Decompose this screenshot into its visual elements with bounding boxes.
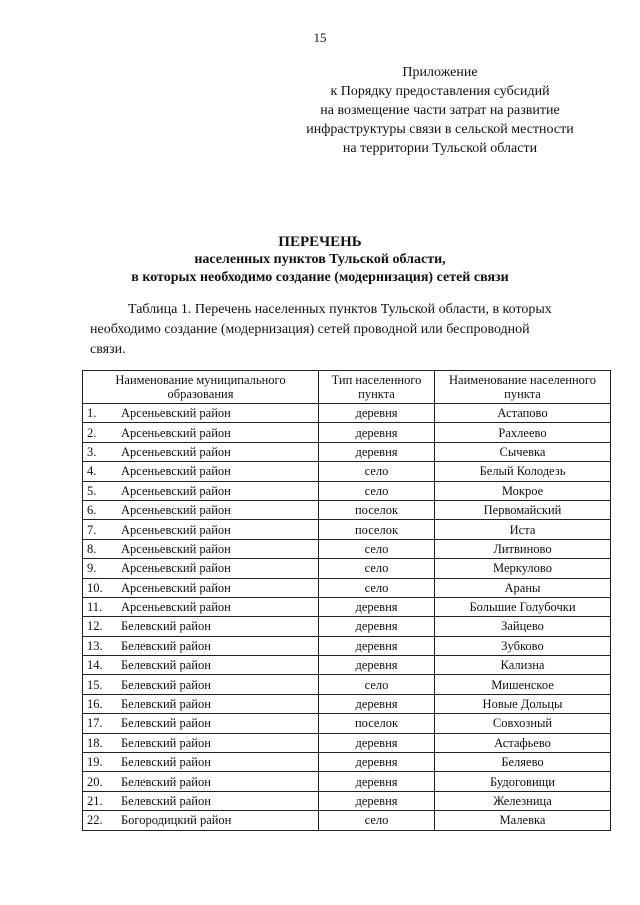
appendix-line: Приложение (402, 65, 478, 80)
cell-settlement: Беляево (435, 753, 611, 772)
municipality-name: Арсеньевский район (121, 600, 231, 615)
cell-municipality (83, 733, 319, 752)
table-row (83, 753, 611, 772)
settlements-table (82, 370, 611, 831)
cell-municipality (83, 500, 319, 519)
appendix-line: на территории Тульской области (342, 141, 538, 156)
cell-municipality (83, 694, 319, 713)
cell-municipality (83, 520, 319, 539)
row-number: 15. (87, 677, 103, 692)
cell-type: село (319, 811, 435, 830)
cell-settlement: Железница (435, 791, 611, 810)
municipality-name: Арсеньевский район (121, 522, 231, 537)
caption-line: связи. (90, 342, 126, 357)
cell-type: село (319, 481, 435, 500)
municipality-name: Белевский район (121, 697, 211, 712)
table-body (83, 404, 611, 831)
cell-type: деревня (319, 617, 435, 636)
row-number: 14. (87, 658, 103, 673)
municipality-name: Арсеньевский район (121, 561, 231, 576)
title-line: населенных пунктов Тульской области, (194, 252, 446, 267)
table-row (83, 481, 611, 500)
cell-settlement: Кализна (435, 656, 611, 675)
table-row (83, 811, 611, 830)
page-number: 15 (313, 30, 327, 45)
table-row (83, 636, 611, 655)
cell-settlement: Араны (435, 578, 611, 597)
row-number: 19. (87, 755, 103, 770)
appendix-line: на возмещение части затрат на развитие (320, 103, 560, 118)
municipality-name: Белевский район (121, 735, 211, 750)
row-number: 5. (87, 483, 97, 498)
row-number: 8. (87, 541, 97, 556)
cell-municipality (83, 423, 319, 442)
document-title (0, 233, 640, 287)
table-row (83, 694, 611, 713)
cell-type: деревня (319, 597, 435, 616)
cell-type: деревня (319, 753, 435, 772)
row-number: 12. (87, 619, 103, 634)
row-number: 2. (87, 425, 97, 440)
cell-type: поселок (319, 714, 435, 733)
cell-settlement: Первомайский (435, 500, 611, 519)
cell-settlement: Иста (435, 520, 611, 539)
cell-type: деревня (319, 423, 435, 442)
cell-municipality (83, 559, 319, 578)
row-number: 13. (87, 638, 103, 653)
row-number: 18. (87, 735, 103, 750)
cell-settlement: Белый Колодезь (435, 462, 611, 481)
cell-settlement: Астафьево (435, 733, 611, 752)
appendix-line: инфраструктуры связи в сельской местности (306, 122, 574, 137)
cell-settlement: Астапово (435, 404, 611, 423)
table-row (83, 597, 611, 616)
cell-settlement: Будоговищи (435, 772, 611, 791)
municipality-name: Арсеньевский район (121, 541, 231, 556)
header-type: Тип населенного пункта (319, 371, 435, 404)
cell-municipality (83, 462, 319, 481)
cell-municipality (83, 636, 319, 655)
municipality-name: Арсеньевский район (121, 580, 231, 595)
cell-type: деревня (319, 442, 435, 461)
row-number: 6. (87, 503, 97, 518)
table-row (83, 772, 611, 791)
cell-type: деревня (319, 694, 435, 713)
appendix-note (280, 63, 600, 158)
cell-municipality (83, 675, 319, 694)
cell-type: село (319, 675, 435, 694)
row-number: 9. (87, 561, 97, 576)
cell-settlement: Мокрое (435, 481, 611, 500)
table-row (83, 617, 611, 636)
cell-municipality (83, 656, 319, 675)
cell-municipality (83, 578, 319, 597)
cell-settlement: Зубково (435, 636, 611, 655)
cell-type: село (319, 462, 435, 481)
row-number: 17. (87, 716, 103, 731)
cell-municipality (83, 617, 319, 636)
row-number: 22. (87, 813, 103, 828)
cell-type: поселок (319, 520, 435, 539)
cell-type: деревня (319, 772, 435, 791)
cell-type: деревня (319, 656, 435, 675)
municipality-name: Белевский район (121, 658, 211, 673)
header-settlement: Наименование населенного пункта (435, 371, 611, 404)
caption-line: Таблица 1. Перечень населенных пунктов Тульской области, в которых (128, 302, 552, 317)
row-number: 16. (87, 697, 103, 712)
municipality-name: Арсеньевский район (121, 483, 231, 498)
municipality-name: Белевский район (121, 677, 211, 692)
cell-settlement: Новые Дольцы (435, 694, 611, 713)
table-row (83, 423, 611, 442)
cell-municipality (83, 539, 319, 558)
table-caption (90, 300, 594, 360)
municipality-name: Белевский район (121, 755, 211, 770)
cell-settlement: Меркулово (435, 559, 611, 578)
cell-type: деревня (319, 404, 435, 423)
row-number: 1. (87, 406, 97, 421)
municipality-name: Арсеньевский район (121, 406, 231, 421)
cell-municipality (83, 753, 319, 772)
municipality-name: Богородицкий район (121, 813, 232, 828)
municipality-name: Белевский район (121, 619, 211, 634)
table-row (83, 442, 611, 461)
cell-municipality (83, 404, 319, 423)
cell-settlement: Малевка (435, 811, 611, 830)
header-municipality: Наименование муниципального образования (83, 371, 319, 404)
table-row (83, 656, 611, 675)
row-number: 20. (87, 774, 103, 789)
cell-municipality (83, 597, 319, 616)
municipality-name: Арсеньевский район (121, 444, 231, 459)
cell-type: поселок (319, 500, 435, 519)
municipality-name: Белевский район (121, 716, 211, 731)
municipality-name: Арсеньевский район (121, 503, 231, 518)
table-row (83, 520, 611, 539)
row-number: 3. (87, 444, 97, 459)
cell-type: деревня (319, 636, 435, 655)
table-row (83, 714, 611, 733)
table-row (83, 539, 611, 558)
table-row (83, 733, 611, 752)
table-row (83, 559, 611, 578)
title-line: в которых необходимо создание (модернизация) сетей связи (131, 270, 509, 285)
municipality-name: Арсеньевский район (121, 464, 231, 479)
cell-type: село (319, 539, 435, 558)
table-row (83, 791, 611, 810)
cell-municipality (83, 481, 319, 500)
cell-type: деревня (319, 791, 435, 810)
cell-settlement: Совхозный (435, 714, 611, 733)
municipality-name: Белевский район (121, 794, 211, 808)
cell-settlement: Сычевка (435, 442, 611, 461)
row-number: 10. (87, 580, 103, 595)
table-row (83, 675, 611, 694)
table-row (83, 578, 611, 597)
caption-line: необходимо создание (модернизация) сетей проводной или беспроводной (90, 322, 530, 337)
cell-settlement: Литвиново (435, 539, 611, 558)
cell-type: село (319, 578, 435, 597)
cell-settlement: Рахлеево (435, 423, 611, 442)
table-row (83, 404, 611, 423)
cell-municipality (83, 772, 319, 791)
row-number: 21. (87, 794, 103, 808)
cell-type: деревня (319, 733, 435, 752)
municipality-name: Белевский район (121, 638, 211, 653)
cell-type: село (319, 559, 435, 578)
municipality-name: Арсеньевский район (121, 425, 231, 440)
row-number: 11. (87, 600, 103, 615)
title-main: ПЕРЕЧЕНЬ (278, 234, 362, 250)
row-number: 4. (87, 464, 97, 479)
cell-settlement: Зайцево (435, 617, 611, 636)
cell-municipality (83, 811, 319, 830)
table-header-row (83, 371, 611, 404)
table-row (83, 462, 611, 481)
cell-settlement: Большие Голубочки (435, 597, 611, 616)
table-row (83, 500, 611, 519)
row-number: 7. (87, 522, 97, 537)
cell-municipality (83, 714, 319, 733)
municipality-name: Белевский район (121, 774, 211, 789)
appendix-line: к Порядку предоставления субсидий (330, 84, 550, 99)
cell-municipality (83, 791, 319, 810)
cell-settlement: Мишенское (435, 675, 611, 694)
cell-municipality (83, 442, 319, 461)
